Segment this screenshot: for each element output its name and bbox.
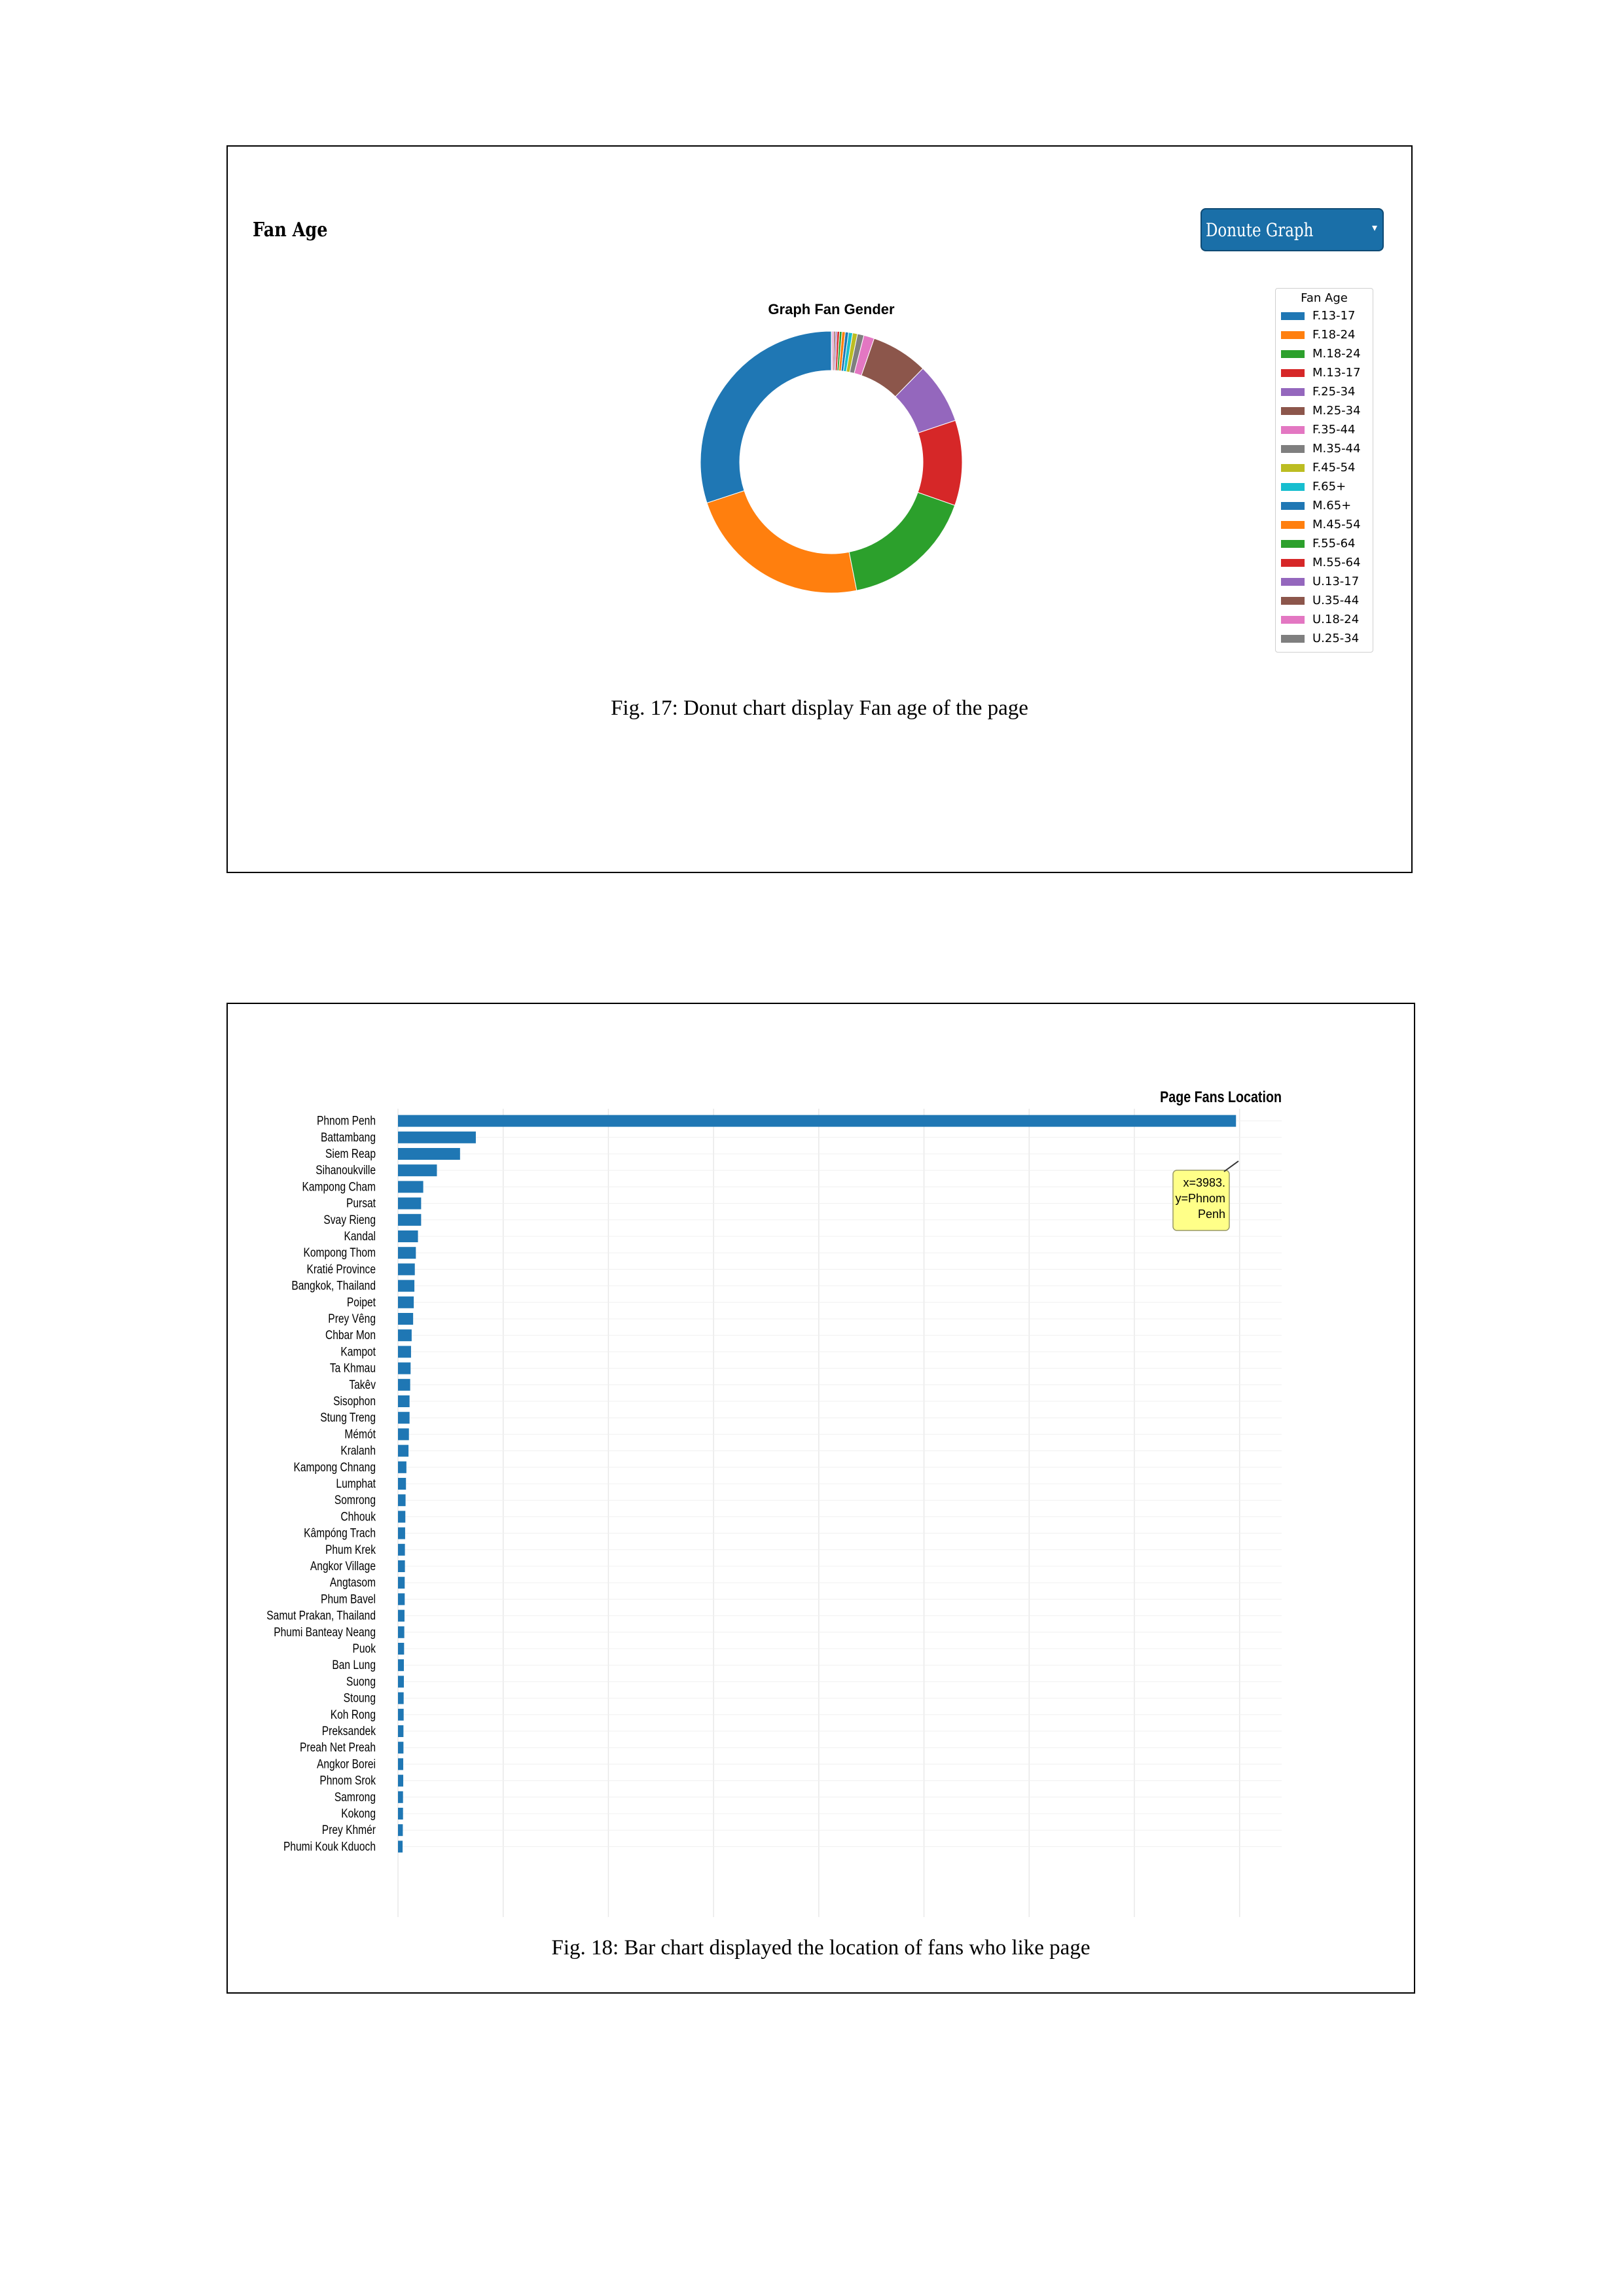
- dropdown-selected-label: Donute Graph: [1206, 219, 1314, 241]
- category-label: Svay Rieng: [323, 1212, 376, 1227]
- hover-tooltip: [1173, 1161, 1238, 1230]
- chart-title: Page Fans Location: [1160, 1088, 1282, 1106]
- legend-label: M.45-54: [1312, 518, 1361, 531]
- bar[interactable]: [398, 1198, 421, 1210]
- legend-item[interactable]: [1276, 534, 1373, 553]
- legend-item[interactable]: [1276, 325, 1373, 344]
- legend-label: F.65+: [1312, 480, 1346, 493]
- category-label: Bangkok, Thailand: [291, 1278, 376, 1293]
- category-label: Prey Vêng: [328, 1311, 376, 1326]
- legend-item[interactable]: [1276, 458, 1373, 477]
- category-label: Chbar Mon: [325, 1327, 376, 1342]
- legend-label: F.13-17: [1312, 309, 1356, 323]
- chart-legend: [1275, 288, 1373, 653]
- donut-slice[interactable]: [707, 491, 857, 593]
- legend-swatch: [1281, 483, 1305, 491]
- category-label: Koh Rong: [330, 1707, 376, 1722]
- category-label: Siem Reap: [325, 1146, 376, 1161]
- category-label: Kompong Thom: [303, 1245, 376, 1260]
- legend-swatch: [1281, 502, 1305, 510]
- legend-swatch: [1281, 407, 1305, 415]
- bar-chart: [228, 1004, 1416, 1995]
- donut-slice[interactable]: [831, 331, 832, 370]
- legend-item[interactable]: [1276, 363, 1373, 382]
- bar[interactable]: [398, 1494, 406, 1506]
- legend-swatch: [1281, 426, 1305, 434]
- bar[interactable]: [398, 1132, 476, 1143]
- figure-caption: Fig. 18: Bar chart displayed the location of fans who like page: [551, 1936, 1091, 1960]
- legend-swatch: [1281, 597, 1305, 605]
- legend-label: U.18-24: [1312, 613, 1360, 626]
- category-label: Angkor Village: [310, 1558, 376, 1573]
- bar[interactable]: [398, 1313, 413, 1325]
- donut-slice[interactable]: [700, 331, 831, 503]
- category-label: Prey Khmér: [321, 1822, 376, 1837]
- bar[interactable]: [398, 1214, 421, 1226]
- legend-item[interactable]: [1276, 496, 1373, 515]
- category-label: Suong: [346, 1674, 376, 1689]
- bar[interactable]: [398, 1363, 410, 1374]
- legend-swatch: [1281, 521, 1305, 529]
- bar[interactable]: [398, 1528, 405, 1539]
- legend-swatch: [1281, 540, 1305, 548]
- bar[interactable]: [398, 1297, 414, 1308]
- category-label: Phnom Srok: [319, 1773, 376, 1787]
- bar[interactable]: [398, 1181, 424, 1193]
- bar[interactable]: [398, 1115, 1236, 1127]
- category-label: Pursat: [346, 1196, 376, 1210]
- legend-item[interactable]: [1276, 572, 1373, 591]
- category-label: Kralanh: [340, 1443, 376, 1458]
- category-label: Preksandek: [321, 1723, 376, 1738]
- legend-item[interactable]: [1276, 401, 1373, 420]
- category-label: Somrong: [334, 1492, 376, 1507]
- legend-label: M.55-64: [1312, 556, 1361, 569]
- category-label: Preah Net Preah: [300, 1740, 376, 1755]
- category-label: Kokong: [341, 1806, 376, 1821]
- bar[interactable]: [398, 1775, 403, 1787]
- legend-label: F.35-44: [1312, 423, 1356, 437]
- category-label: Kratié Province: [306, 1261, 376, 1276]
- legend-label: M.18-24: [1312, 347, 1361, 361]
- tooltip-line: y=Phnom: [1175, 1192, 1225, 1205]
- bar[interactable]: [398, 1395, 410, 1407]
- donut-slice[interactable]: [918, 420, 962, 505]
- legend-item[interactable]: [1276, 477, 1373, 496]
- bar[interactable]: [398, 1428, 409, 1440]
- legend-label: M.13-17: [1312, 366, 1361, 380]
- bar[interactable]: [398, 1329, 412, 1341]
- category-label: Angtasom: [329, 1575, 376, 1590]
- bar[interactable]: [398, 1709, 404, 1721]
- bar[interactable]: [398, 1346, 411, 1357]
- category-label: Takêv: [349, 1377, 376, 1392]
- bar[interactable]: [398, 1230, 418, 1242]
- bar[interactable]: [398, 1824, 403, 1836]
- legend-swatch: [1281, 616, 1305, 624]
- legend-swatch: [1281, 635, 1305, 643]
- category-label: Ban Lung: [332, 1657, 376, 1672]
- legend-swatch: [1281, 578, 1305, 586]
- legend-swatch: [1281, 312, 1305, 320]
- category-label: Samrong: [334, 1789, 376, 1804]
- legend-label: U.35-44: [1312, 594, 1360, 607]
- legend-label: M.25-34: [1312, 404, 1361, 418]
- bar[interactable]: [398, 1247, 416, 1259]
- bar[interactable]: [398, 1164, 437, 1176]
- bar[interactable]: [398, 1462, 406, 1473]
- bar[interactable]: [398, 1478, 406, 1490]
- category-label: Battambang: [321, 1130, 376, 1145]
- legend-label: U.13-17: [1312, 575, 1360, 588]
- legend-item[interactable]: [1276, 515, 1373, 534]
- tooltip-line: Penh: [1197, 1208, 1225, 1221]
- category-label: Kandal: [344, 1229, 376, 1244]
- figure-18-frame: [226, 1003, 1415, 1994]
- bar[interactable]: [398, 1626, 405, 1638]
- category-label: Stoung: [343, 1691, 376, 1705]
- legend-swatch: [1281, 445, 1305, 453]
- category-label: Chhouk: [340, 1509, 376, 1524]
- bar[interactable]: [398, 1659, 404, 1671]
- legend-swatch: [1281, 369, 1305, 377]
- legend-swatch: [1281, 331, 1305, 339]
- category-label: Phnom Penh: [316, 1113, 376, 1128]
- bar[interactable]: [398, 1280, 414, 1292]
- bar[interactable]: [398, 1610, 405, 1622]
- bar[interactable]: [398, 1676, 404, 1687]
- legend-label: M.65+: [1312, 499, 1352, 512]
- tooltip-line: x=3983.: [1183, 1176, 1225, 1189]
- category-label: Samut Prakan, Thailand: [266, 1608, 376, 1623]
- legend-swatch: [1281, 559, 1305, 567]
- bar[interactable]: [398, 1791, 403, 1803]
- legend-item[interactable]: [1276, 420, 1373, 439]
- legend-item[interactable]: [1276, 306, 1373, 325]
- bar[interactable]: [398, 1511, 405, 1522]
- legend-item[interactable]: [1276, 382, 1373, 401]
- category-label: Lumphat: [336, 1476, 376, 1491]
- figure-17-frame: [226, 145, 1413, 873]
- donut-chart: [228, 147, 1414, 874]
- legend-label: F.25-34: [1312, 385, 1356, 399]
- category-label: Phumi Kouk Kduoch: [283, 1839, 376, 1854]
- category-label: Phum Bavel: [321, 1591, 376, 1606]
- bar[interactable]: [398, 1593, 405, 1605]
- category-label: Sihanoukville: [316, 1162, 376, 1177]
- panel-title: Fan Age: [253, 219, 328, 242]
- legend-item[interactable]: [1276, 553, 1373, 572]
- category-label: Kampong Cham: [302, 1179, 376, 1194]
- bar[interactable]: [398, 1840, 403, 1852]
- category-label: Kampong Chnang: [293, 1460, 376, 1475]
- legend-item[interactable]: [1276, 591, 1373, 610]
- category-label: Poipet: [346, 1295, 376, 1310]
- bar[interactable]: [398, 1560, 405, 1572]
- legend-item[interactable]: [1276, 439, 1373, 458]
- category-label: Stung Treng: [320, 1410, 376, 1425]
- legend-item[interactable]: [1276, 629, 1373, 648]
- legend-item[interactable]: [1276, 610, 1373, 629]
- bar[interactable]: [398, 1742, 403, 1753]
- bar[interactable]: [398, 1148, 460, 1160]
- category-label: Kampot: [340, 1344, 376, 1359]
- category-label: Ta Khmau: [329, 1361, 376, 1375]
- legend-item[interactable]: [1276, 344, 1373, 363]
- category-label: Phumi Banteay Neang: [274, 1624, 376, 1640]
- bar[interactable]: [398, 1379, 410, 1391]
- legend-label: M.35-44: [1312, 442, 1361, 456]
- category-label: Sisophon: [333, 1393, 376, 1408]
- bar[interactable]: [398, 1693, 404, 1704]
- figure-caption: Fig. 17: Donut chart display Fan age of the page: [611, 696, 1028, 720]
- category-label: Kâmpóng Trach: [304, 1526, 376, 1540]
- bar[interactable]: [398, 1544, 405, 1556]
- category-label: Angkor Borei: [317, 1756, 376, 1771]
- category-label: Mémót: [344, 1426, 376, 1441]
- bar[interactable]: [398, 1263, 415, 1275]
- bar[interactable]: [398, 1725, 403, 1737]
- bar[interactable]: [398, 1412, 410, 1424]
- bar[interactable]: [398, 1758, 403, 1770]
- category-label: Phum Krek: [325, 1542, 376, 1557]
- legend-swatch: [1281, 388, 1305, 396]
- donut-slice[interactable]: [849, 492, 955, 590]
- legend-swatch: [1281, 350, 1305, 358]
- bar[interactable]: [398, 1643, 404, 1655]
- category-label: Puok: [352, 1641, 376, 1656]
- legend-label: F.45-54: [1312, 461, 1356, 475]
- chart-title: Graph Fan Gender: [768, 301, 895, 317]
- bar[interactable]: [398, 1577, 405, 1588]
- bar[interactable]: [398, 1808, 403, 1820]
- chevron-down-icon: ▾: [1371, 221, 1377, 234]
- legend-label: F.18-24: [1312, 328, 1356, 342]
- legend-label: U.25-34: [1312, 632, 1360, 645]
- bar[interactable]: [398, 1445, 408, 1457]
- legend-swatch: [1281, 464, 1305, 472]
- legend-title: Fan Age: [1301, 291, 1348, 305]
- legend-label: F.55-64: [1312, 537, 1356, 550]
